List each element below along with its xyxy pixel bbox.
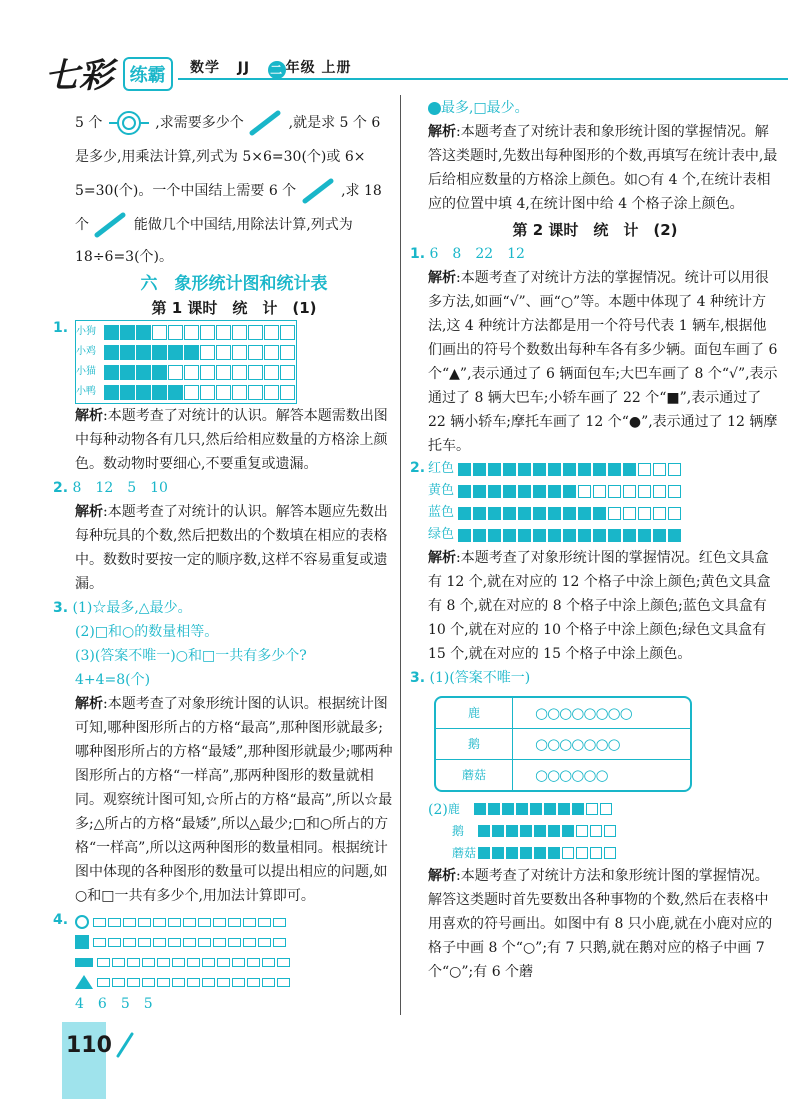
grid-cell (533, 529, 546, 542)
circle-icon (75, 915, 89, 929)
grid-cell (578, 463, 591, 476)
grid-cell (153, 918, 166, 927)
rectangle-icon (75, 958, 93, 967)
grid-cell (518, 485, 531, 498)
chinese-knot-icon (107, 108, 151, 138)
row-label: 小鸡 (76, 346, 96, 357)
grid-cell (548, 485, 561, 498)
answer: 4+4=8(个) (75, 672, 151, 688)
chart-row (452, 842, 780, 864)
table-row (436, 729, 690, 760)
analysis-text: :本题考查了对象形统计图的掌握情况。红色文具盒有 12 个,就在对应的 12 个格子中涂上颜色;黄色文具盒有 8 个,就在对应的 8 个格子中涂上颜色;蓝色文具盒有 10 个,就在对应的 10 个格子中涂上颜色;绿色文具盒有 15 个,就在对应的 15 个格子中涂上颜色。 (428, 550, 771, 662)
text: 5=30(个)。一个中国结上需要 6 个 (75, 183, 297, 199)
grid-cell (93, 918, 106, 927)
logo-text: 七彩 (45, 56, 113, 96)
table-cell: 鹅 (436, 729, 513, 760)
grid-cell (503, 485, 516, 498)
grid-cell (247, 978, 260, 987)
grid-cell (520, 847, 532, 859)
analysis-text: :本题考查了对象形统计图的认识。根据统计图可知,哪种图形所占的方格“最高”,那种图形就最多;哪种图形所占的方格“最矮”,那种图形就最少;哪两种图形所占的方格“一样高”,那两种图形的数量就相同。观察统计图可知,☆所占的方格“最高”,所以☆最多;△所占的方格“最矮”,所以△最少;□和○所占的方格“一样高”,所以这两种图形的数量相同。根据统计图中体现的各种图形的数量可以提出相应的问题,如○和□一共有多少个,用加法计算即可。 (75, 696, 393, 904)
grid-cell (172, 958, 185, 967)
grid-cell (604, 847, 616, 859)
grid-cell (593, 507, 606, 520)
chart-row (76, 362, 296, 382)
analysis-label: 解析 (75, 504, 103, 520)
column-divider (400, 95, 401, 1015)
analysis-label: 解析 (428, 270, 456, 286)
grid-cell (232, 345, 247, 360)
left-column (53, 106, 393, 1016)
grid-cell (184, 325, 199, 340)
grid-cell (518, 507, 531, 520)
grid-cell (142, 958, 155, 967)
grid-cell (608, 485, 621, 498)
grid-cell (534, 825, 546, 837)
grid-cell (120, 325, 135, 340)
chart-row (76, 322, 296, 342)
grid-cell (558, 803, 570, 815)
subject: 数学 (190, 60, 220, 76)
row-label: 蘑菇 (452, 846, 477, 860)
text: ,求需要多少个 (155, 115, 244, 131)
grid-cell (168, 325, 183, 340)
grid-cell (548, 507, 561, 520)
grid-cell (280, 385, 295, 400)
text: 个 (75, 217, 89, 233)
grid-cell (604, 825, 616, 837)
grid-cell (202, 958, 215, 967)
grid-cell (184, 385, 199, 400)
row-label: 黄色 (428, 483, 455, 498)
right-column (410, 96, 780, 984)
grid-cell (653, 507, 666, 520)
grid-cell (548, 825, 560, 837)
grid-cell (232, 365, 247, 380)
grid-cell (216, 345, 231, 360)
grid-cell (608, 463, 621, 476)
analysis-label: 解析 (428, 550, 456, 566)
text: 5 个 (75, 115, 103, 131)
grid-cell (168, 385, 183, 400)
answer: (1)☆最多,△最少。 (72, 600, 192, 616)
grid-cell (638, 529, 651, 542)
grid-cell (562, 825, 574, 837)
grade-label: 年级 (285, 60, 316, 76)
grid-cell (97, 978, 110, 987)
analysis-label: 解析 (75, 408, 103, 424)
grid-cell (473, 485, 486, 498)
grid-cell (168, 345, 183, 360)
square-icon (75, 935, 89, 949)
grid-cell (578, 529, 591, 542)
grid-cell (653, 463, 666, 476)
grid-cell (488, 529, 501, 542)
grid-cell (492, 825, 504, 837)
grid-cell (200, 365, 215, 380)
grid-cell (273, 918, 286, 927)
grid-cell (668, 507, 681, 520)
grid-cell (104, 365, 119, 380)
grid-cell (138, 918, 151, 927)
grid-cell (668, 485, 681, 498)
grid-cell (608, 507, 621, 520)
grid-cell (157, 978, 170, 987)
grid-cell (262, 978, 275, 987)
grid-cell (533, 485, 546, 498)
question-number: 3. (53, 600, 69, 616)
grid-cell (273, 938, 286, 947)
grid-cell (548, 847, 560, 859)
grid-cell (248, 345, 263, 360)
grid-cell (503, 463, 516, 476)
r3-chart (410, 798, 780, 864)
grid-cell (572, 803, 584, 815)
grid-cell (593, 529, 606, 542)
grid-cell (198, 938, 211, 947)
grid-cell (200, 385, 215, 400)
grid-cell (458, 507, 471, 520)
row-label: 小鸭 (76, 386, 96, 397)
grid-cell (183, 938, 196, 947)
question-number: 1. (410, 246, 426, 262)
grid-cell (492, 847, 504, 859)
chart-row (75, 932, 393, 952)
grid-cell (104, 325, 119, 340)
grid-cell (478, 825, 490, 837)
grid-cell (600, 803, 612, 815)
grid-cell (247, 958, 260, 967)
grid-cell (590, 847, 602, 859)
grid-cell (213, 918, 226, 927)
grid-cell (243, 918, 256, 927)
analysis-text: :本题考查了对统计表和象形统计图的掌握情况。解答这类题时,先数出每种图形的个数,再填写在统计表中,最后给相应数量的方格涂上颜色。如○有 4 个,在统计表相应的位置中填 4,在统计图中给 4 个格子涂上颜色。 (428, 124, 778, 212)
grid-cell (563, 507, 576, 520)
header-info (190, 57, 352, 79)
grid-cell (264, 365, 279, 380)
grid-cell (217, 958, 230, 967)
grid-cell (138, 938, 151, 947)
grid-cell (168, 365, 183, 380)
grid-cell (593, 485, 606, 498)
grid-cell (248, 385, 263, 400)
grid-cell (198, 918, 211, 927)
edition: JJ (237, 60, 251, 76)
chart-row (452, 820, 780, 842)
grid-cell (520, 825, 532, 837)
row-label: 红色 (428, 461, 455, 476)
table-row (436, 760, 690, 790)
grid-cell (232, 325, 247, 340)
grid-cell (217, 978, 230, 987)
grid-cell (518, 529, 531, 542)
grid-cell (518, 463, 531, 476)
grid-cell (104, 385, 119, 400)
chart-row (76, 382, 296, 402)
grid-cell (153, 938, 166, 947)
grid-cell (120, 365, 135, 380)
grid-cell (593, 463, 606, 476)
q4-chart (53, 912, 393, 992)
grid-cell (563, 529, 576, 542)
grid-cell (506, 825, 518, 837)
rope-icon (301, 177, 337, 205)
row-label: 鹅 (452, 824, 465, 838)
grid-cell (112, 978, 125, 987)
tally-table (434, 696, 692, 792)
grid-cell (136, 385, 151, 400)
grid-cell (280, 325, 295, 340)
row-label: 小狗 (76, 326, 96, 337)
grid-cell (168, 918, 181, 927)
grid-cell (533, 463, 546, 476)
analysis-text: :本题考查了对统计的认识。解答本题需数出图中每种动物各有几只,然后给相应数量的方格涂上颜色。数动物时要细心,不要重复或遗漏。 (75, 408, 388, 472)
analysis-label: 解析 (75, 696, 103, 712)
grid-cell (202, 978, 215, 987)
grid-cell (136, 325, 151, 340)
grid-cell (232, 958, 245, 967)
grid-cell (152, 365, 167, 380)
grid-cell (608, 529, 621, 542)
grade-badge: 二 (268, 61, 286, 79)
grid-cell (668, 463, 681, 476)
text: ,就是求 5 个 6 (288, 115, 381, 131)
text: 能做几个中国结,用除法计算,列式为 (133, 217, 353, 233)
grid-cell (277, 978, 290, 987)
grid-cell (258, 918, 271, 927)
grid-cell (623, 463, 636, 476)
lesson-title: 第 2 课时 统 计 (2) (512, 221, 678, 239)
grid-cell (478, 847, 490, 859)
grid-cell (488, 463, 501, 476)
chart-row (428, 524, 780, 546)
grid-cell (488, 803, 500, 815)
grid-cell (653, 485, 666, 498)
grid-cell (200, 325, 215, 340)
grid-cell (544, 803, 556, 815)
grid-cell (127, 978, 140, 987)
grid-cell (184, 365, 199, 380)
circle-icon (428, 102, 441, 115)
page-number: 110 (66, 1033, 112, 1058)
grid-cell (590, 825, 602, 837)
question-number: 2. (53, 480, 69, 496)
grid-cell (136, 365, 151, 380)
logo-badge: 练霸 (123, 57, 173, 91)
answer: 4 6 5 5 (75, 996, 153, 1012)
grid-cell (473, 463, 486, 476)
grid-cell (280, 345, 295, 360)
grid-cell (97, 958, 110, 967)
text: 是多少,用乘法计算,列式为 5×6=30(个)或 6× (75, 149, 366, 165)
grid-cell (503, 529, 516, 542)
grid-cell (187, 958, 200, 967)
analysis-text: :本题考查了对统计方法和象形统计图的掌握情况。解答这类题时首先要数出各种事物的个数,然后在表格中用喜欢的符号画出。如图中有 8 只小鹿,就在小鹿对应的格子中画 8 个“○”;有 7 只鹅,就在鹅对应的格子中画 7 个“○”;有 6 个蘑 (428, 868, 773, 980)
grid-cell (562, 847, 574, 859)
grid-cell (473, 529, 486, 542)
grid-cell (183, 918, 196, 927)
grid-cell (136, 345, 151, 360)
analysis-text: :本题考查了对统计的认识。解答本题应先数出每种玩具的个数,然后把数出的个数填在相应的表格中。数数时要按一定的顺序数,这样不容易重复或遗漏。 (75, 504, 388, 592)
grid-cell (232, 385, 247, 400)
grid-cell (232, 978, 245, 987)
grid-cell (184, 345, 199, 360)
grid-cell (213, 938, 226, 947)
grid-cell (548, 463, 561, 476)
grid-cell (578, 507, 591, 520)
question-number: 3. (410, 670, 426, 686)
chart-row (428, 458, 780, 480)
grid-cell (216, 385, 231, 400)
grid-cell (168, 938, 181, 947)
rope-icon (93, 211, 129, 239)
question-number: 4. (53, 912, 69, 928)
pencil-icon (114, 1030, 136, 1060)
row-label: 绿色 (428, 527, 455, 542)
grid-cell (216, 365, 231, 380)
analysis-text: :本题考查了对统计方法的掌握情况。统计可以用很多方法,如画“√”、画“○”等。本题中体现了 4 种统计方法,这 4 种统计方法都是用一个符号代表 1 辆车,根据他们画出的符号个数数出每种车各有多少辆。面包车画了 6 个“▲”,表示通过了 6 辆面包车;大巴车画了 8 个“√”,表示通过了 8 辆大巴车;小轿车画了 22 个“■”,表示通过了 22 辆小轿车;摩托车画了 12 个“●”,表示通过了 12 辆摩托车。 (428, 270, 778, 454)
grid-cell (623, 485, 636, 498)
chart-row (448, 798, 780, 820)
volume: 上册 (321, 60, 352, 76)
grid-cell (576, 825, 588, 837)
answer: 8 12 5 10 (72, 480, 168, 496)
chart-row (428, 480, 780, 502)
grid-cell (258, 938, 271, 947)
row-label: 鹿 (447, 802, 460, 816)
text: ,求 18 (341, 183, 382, 199)
table-cell: 鹿 (436, 698, 513, 729)
grid-cell (172, 978, 185, 987)
grid-cell (142, 978, 155, 987)
grid-cell (152, 385, 167, 400)
grid-cell (264, 345, 279, 360)
triangle-icon (75, 975, 93, 989)
chart-row (75, 912, 393, 932)
grid-cell (653, 529, 666, 542)
chart-row (75, 952, 393, 972)
grid-cell (503, 507, 516, 520)
grid-cell (458, 463, 471, 476)
grid-cell (108, 918, 121, 927)
grid-cell (530, 803, 542, 815)
grid-cell (502, 803, 514, 815)
table-cell: ○○○○○○ (535, 766, 608, 784)
grid-cell (123, 918, 136, 927)
grid-cell (200, 345, 215, 360)
grid-cell (563, 463, 576, 476)
grid-cell (108, 938, 121, 947)
grid-cell (578, 485, 591, 498)
brand-logo (45, 48, 173, 97)
answer: (1)(答案不唯一) (429, 670, 531, 686)
chart-row (428, 502, 780, 524)
grid-cell (264, 325, 279, 340)
row-label: 小猫 (76, 366, 96, 377)
grid-cell (120, 385, 135, 400)
grid-cell (576, 847, 588, 859)
grid-cell (563, 485, 576, 498)
question-number: 2. (410, 460, 426, 476)
grid-cell (280, 365, 295, 380)
question-number: 1. (53, 320, 69, 336)
grid-cell (488, 485, 501, 498)
unit-title: 六 象形统计图和统计表 (140, 274, 328, 294)
chart-row (75, 972, 393, 992)
grid-cell (120, 345, 135, 360)
rope-icon (248, 109, 284, 137)
grid-cell (458, 529, 471, 542)
grid-cell (248, 325, 263, 340)
analysis-label: 解析 (428, 868, 456, 884)
grid-cell (152, 325, 167, 340)
answer: (3)(答案不唯一)○和□一共有多少个? (75, 648, 307, 664)
grid-cell (216, 325, 231, 340)
table-cell: 蘑菇 (436, 760, 513, 790)
q1-chart (53, 320, 393, 404)
grid-cell (473, 507, 486, 520)
grid-cell (474, 803, 486, 815)
analysis-label: 解析 (428, 124, 456, 140)
grid-cell (264, 385, 279, 400)
grid-cell (187, 978, 200, 987)
grid-cell (623, 507, 636, 520)
grid-cell (248, 365, 263, 380)
page-header (0, 0, 800, 95)
answer: 最多,□最少。 (441, 100, 529, 116)
grid-cell (488, 507, 501, 520)
table-cell: ○○○○○○○ (513, 729, 690, 760)
grid-cell (638, 463, 651, 476)
table-row (436, 698, 690, 729)
chart-row (76, 342, 296, 362)
grid-cell (243, 938, 256, 947)
grid-cell (123, 938, 136, 947)
grid-cell (623, 529, 636, 542)
grid-cell (93, 938, 106, 947)
grid-cell (277, 958, 290, 967)
row-label: 蓝色 (428, 505, 455, 520)
grid-cell (668, 529, 681, 542)
grid-cell (112, 958, 125, 967)
grid-cell (516, 803, 528, 815)
grid-cell (262, 958, 275, 967)
grid-cell (548, 529, 561, 542)
grid-cell (228, 938, 241, 947)
lesson-title: 第 1 课时 统 计 (1) (151, 299, 317, 317)
grid-cell (157, 958, 170, 967)
grid-cell (638, 507, 651, 520)
grid-cell (458, 485, 471, 498)
answer: (2) (428, 802, 448, 818)
grid-cell (104, 345, 119, 360)
r2-chart (410, 458, 780, 546)
grid-cell (534, 847, 546, 859)
grid-cell (152, 345, 167, 360)
answer: (2)□和○的数量相等。 (75, 624, 219, 640)
table-cell: ○○○○○○○○ (513, 698, 690, 729)
grid-cell (228, 918, 241, 927)
text: 18÷6=3(个)。 (75, 249, 174, 265)
grid-cell (506, 847, 518, 859)
grid-cell (586, 803, 598, 815)
answer: 6 8 22 12 (429, 246, 525, 262)
grid-cell (638, 485, 651, 498)
grid-cell (127, 958, 140, 967)
grid-cell (533, 507, 546, 520)
